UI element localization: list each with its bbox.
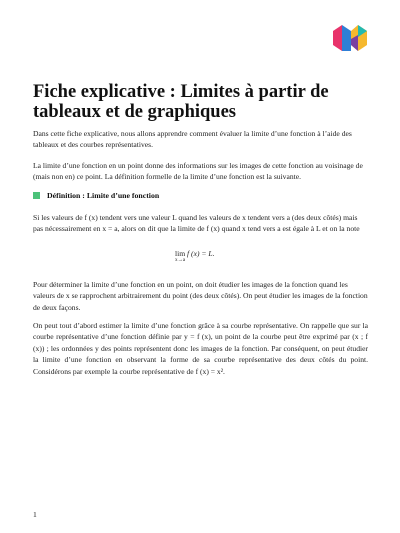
logo-icon [333, 25, 367, 51]
intro-paragraph-2: La limite d’une fonction en un point donne des informations sur les images de cette fonction au voisinage de (mais non en) ce point. La définition formelle de la limite d’une fonction est la suivante. [33, 161, 363, 182]
limit-operator [175, 249, 185, 263]
definition-text: Si les valeurs de f (x) tendent vers une valeur L quand les valeurs de x tendent vers a (des deux côtés) mais pas nécessairement en x = a, alors on dit que la limite de f (x) quand x tend vers a est égale à L et on la note [33, 213, 360, 234]
definition-heading-text: Définition : Limite d’une fonction [47, 191, 160, 200]
intro-paragraph-1: Dans cette fiche explicative, nous allons apprendre comment évaluer la limite d’une fonction à l’aide des tableaux et des courbes représentatives. [33, 129, 352, 150]
paragraph-3: Pour déterminer la limite d’une fonction en un point, on doit étudier les images de la fonction quand les valeurs de x se rapprochent arbitrairement du point (des deux côtés). On peut étudier les images de la fonction de deux façons. [33, 280, 368, 312]
limit-expression: f (x) = L. [187, 249, 215, 258]
paragraph-4: On peut tout d’abord estimer la limite d’une fonction grâce à sa courbe représentative. On rappelle que sur la courbe représentative d’une fonction définie par y = f (x), un point de la courbe peut être exprimé par (x ; f (x)) ; les ordonnées y des points représentent donc les images de la fonction. Par conséquent, on peut étudier la limite d’une fonction en observant la forme de sa courbe représentative des deux côtés du point. Considérons par exemple la courbe représentative de f (x) = x². [33, 321, 368, 376]
definition-heading [33, 191, 159, 200]
limit-formula [175, 249, 215, 263]
limit-lim: lim [175, 249, 186, 258]
page-title: Fiche explicative : Limites à partir de tableaux et de graphiques [33, 82, 329, 122]
green-square-icon [33, 192, 40, 199]
page-number: 1 [33, 510, 37, 519]
limit-subscript: x→a [175, 257, 186, 263]
